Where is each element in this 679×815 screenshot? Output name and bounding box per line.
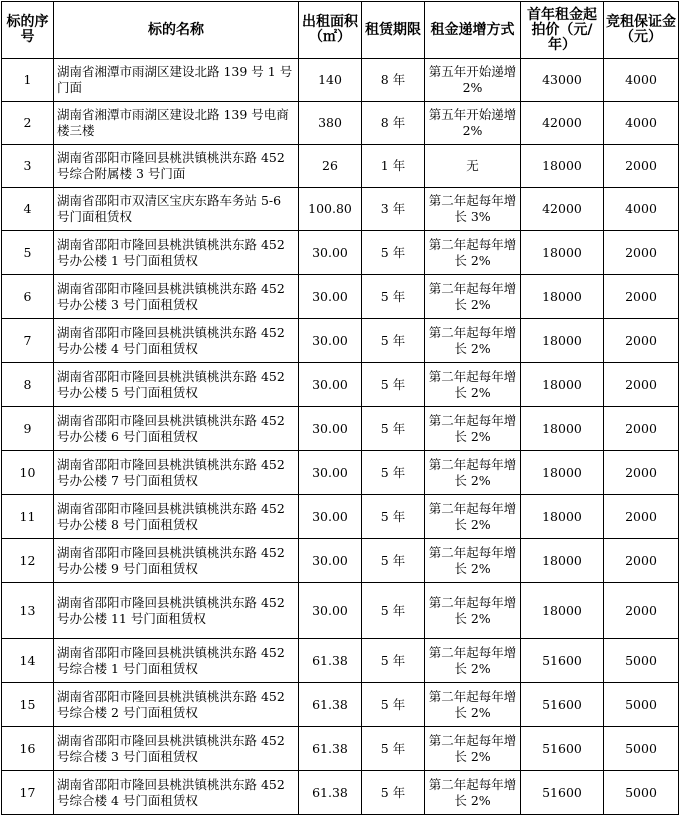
cell-area: 61.38	[299, 771, 362, 815]
table-row	[2, 771, 679, 815]
cell-area: 380	[299, 102, 362, 145]
cell-name: 湖南省邵阳市隆回县桃洪镇桃洪东路 452 号办公楼 4 号门面租赁权	[54, 319, 299, 363]
cell-seq: 5	[2, 231, 54, 275]
cell-mode: 第二年起每年增长 2%	[425, 495, 521, 539]
cell-term: 5 年	[362, 275, 425, 319]
table-row	[2, 583, 679, 639]
cell-term: 5 年	[362, 539, 425, 583]
cell-deposit: 2000	[604, 319, 679, 363]
cell-name: 湖南省湘潭市雨湖区建设北路 139 号电商楼三楼	[54, 102, 299, 145]
cell-term: 5 年	[362, 583, 425, 639]
cell-price: 51600	[521, 683, 604, 727]
cell-seq: 4	[2, 188, 54, 231]
cell-deposit: 2000	[604, 145, 679, 188]
cell-name: 湖南省邵阳市隆回县桃洪镇桃洪东路 452 号综合楼 3 号门面租赁权	[54, 727, 299, 771]
cell-name: 湖南省邵阳市隆回县桃洪镇桃洪东路 452 号办公楼 5 号门面租赁权	[54, 363, 299, 407]
cell-seq: 7	[2, 319, 54, 363]
cell-name: 湖南省湘潭市雨湖区建设北路 139 号 1 号门面	[54, 59, 299, 102]
header-name: 标的名称	[54, 2, 299, 59]
cell-deposit: 2000	[604, 275, 679, 319]
table-row	[2, 59, 679, 102]
cell-mode: 第二年起每年增长 2%	[425, 319, 521, 363]
cell-seq: 3	[2, 145, 54, 188]
cell-mode: 第二年起每年增长 2%	[425, 451, 521, 495]
cell-deposit: 4000	[604, 188, 679, 231]
header-area: 出租面积（㎡）	[299, 2, 362, 59]
cell-name: 湖南省邵阳市隆回县桃洪镇桃洪东路 452 号办公楼 6 号门面租赁权	[54, 407, 299, 451]
cell-deposit: 2000	[604, 363, 679, 407]
cell-seq: 8	[2, 363, 54, 407]
table-row	[2, 363, 679, 407]
cell-seq: 2	[2, 102, 54, 145]
cell-price: 18000	[521, 319, 604, 363]
cell-seq: 1	[2, 59, 54, 102]
cell-area: 140	[299, 59, 362, 102]
cell-price: 18000	[521, 231, 604, 275]
cell-area: 100.80	[299, 188, 362, 231]
cell-price: 42000	[521, 188, 604, 231]
table-row	[2, 102, 679, 145]
cell-deposit: 5000	[604, 727, 679, 771]
table-row	[2, 319, 679, 363]
cell-price: 51600	[521, 639, 604, 683]
header-mode: 租金递增方式	[425, 2, 521, 59]
cell-deposit: 2000	[604, 583, 679, 639]
cell-name: 湖南省邵阳市隆回县桃洪镇桃洪东路 452 号综合楼 2 号门面租赁权	[54, 683, 299, 727]
cell-price: 18000	[521, 583, 604, 639]
lease-items-table	[1, 1, 679, 815]
cell-term: 1 年	[362, 145, 425, 188]
table-row	[2, 539, 679, 583]
cell-name: 湖南省邵阳市隆回县桃洪镇桃洪东路 452 号综合附属楼 3 号门面	[54, 145, 299, 188]
table-row	[2, 231, 679, 275]
cell-deposit: 2000	[604, 451, 679, 495]
cell-seq: 13	[2, 583, 54, 639]
cell-price: 18000	[521, 275, 604, 319]
cell-seq: 12	[2, 539, 54, 583]
cell-deposit: 5000	[604, 683, 679, 727]
cell-term: 5 年	[362, 451, 425, 495]
cell-mode: 第二年起每年增长 2%	[425, 275, 521, 319]
cell-mode: 第二年起每年增长 2%	[425, 727, 521, 771]
cell-area: 30.00	[299, 319, 362, 363]
cell-mode: 第二年起每年增长 3%	[425, 188, 521, 231]
cell-mode: 第二年起每年增长 2%	[425, 771, 521, 815]
cell-deposit: 2000	[604, 231, 679, 275]
cell-mode: 第二年起每年增长 2%	[425, 363, 521, 407]
cell-name: 湖南省邵阳市隆回县桃洪镇桃洪东路 452 号办公楼 7 号门面租赁权	[54, 451, 299, 495]
header-seq: 标的序号	[2, 2, 54, 59]
cell-term: 5 年	[362, 407, 425, 451]
cell-area: 30.00	[299, 451, 362, 495]
cell-price: 18000	[521, 407, 604, 451]
header-price: 首年租金起拍价（元/年）	[521, 2, 604, 59]
cell-name: 湖南省邵阳市隆回县桃洪镇桃洪东路 452 号办公楼 9 号门面租赁权	[54, 539, 299, 583]
cell-term: 5 年	[362, 495, 425, 539]
header-deposit: 竞租保证金（元）	[604, 2, 679, 59]
cell-seq: 15	[2, 683, 54, 727]
header-term: 租赁期限	[362, 2, 425, 59]
table-row	[2, 188, 679, 231]
cell-term: 5 年	[362, 639, 425, 683]
cell-area: 30.00	[299, 495, 362, 539]
cell-deposit: 2000	[604, 407, 679, 451]
cell-seq: 9	[2, 407, 54, 451]
cell-deposit: 2000	[604, 539, 679, 583]
cell-seq: 14	[2, 639, 54, 683]
cell-price: 42000	[521, 102, 604, 145]
cell-area: 30.00	[299, 583, 362, 639]
table-row	[2, 275, 679, 319]
cell-mode: 第二年起每年增长 2%	[425, 583, 521, 639]
cell-name: 湖南省邵阳市隆回县桃洪镇桃洪东路 452 号办公楼 11 号门面租赁权	[54, 583, 299, 639]
cell-deposit: 5000	[604, 771, 679, 815]
cell-name: 湖南省邵阳市隆回县桃洪镇桃洪东路 452 号综合楼 1 号门面租赁权	[54, 639, 299, 683]
cell-term: 3 年	[362, 188, 425, 231]
cell-mode: 第二年起每年增长 2%	[425, 407, 521, 451]
cell-term: 5 年	[362, 363, 425, 407]
cell-area: 61.38	[299, 639, 362, 683]
cell-term: 5 年	[362, 231, 425, 275]
cell-price: 18000	[521, 495, 604, 539]
cell-price: 18000	[521, 451, 604, 495]
cell-price: 43000	[521, 59, 604, 102]
cell-term: 5 年	[362, 771, 425, 815]
table-row	[2, 407, 679, 451]
cell-mode: 第二年起每年增长 2%	[425, 639, 521, 683]
cell-area: 61.38	[299, 683, 362, 727]
cell-name: 湖南省邵阳市隆回县桃洪镇桃洪东路 452 号综合楼 4 号门面租赁权	[54, 771, 299, 815]
cell-area: 61.38	[299, 727, 362, 771]
table-row	[2, 451, 679, 495]
cell-mode: 第二年起每年增长 2%	[425, 539, 521, 583]
cell-mode: 第二年起每年增长 2%	[425, 683, 521, 727]
table-row	[2, 639, 679, 683]
cell-name: 湖南省邵阳市双清区宝庆东路车务站 5-6 号门面租赁权	[54, 188, 299, 231]
cell-mode: 第五年开始递增 2%	[425, 102, 521, 145]
cell-term: 8 年	[362, 59, 425, 102]
cell-price: 51600	[521, 727, 604, 771]
cell-mode: 第五年开始递增 2%	[425, 59, 521, 102]
cell-mode: 第二年起每年增长 2%	[425, 231, 521, 275]
cell-area: 30.00	[299, 231, 362, 275]
cell-price: 18000	[521, 363, 604, 407]
table-row	[2, 495, 679, 539]
cell-term: 8 年	[362, 102, 425, 145]
cell-deposit: 5000	[604, 639, 679, 683]
cell-area: 30.00	[299, 275, 362, 319]
table-row	[2, 145, 679, 188]
cell-term: 5 年	[362, 319, 425, 363]
cell-deposit: 4000	[604, 102, 679, 145]
table-row	[2, 727, 679, 771]
cell-seq: 17	[2, 771, 54, 815]
header-row	[2, 2, 679, 59]
cell-deposit: 4000	[604, 59, 679, 102]
cell-price: 18000	[521, 145, 604, 188]
cell-seq: 6	[2, 275, 54, 319]
cell-deposit: 2000	[604, 495, 679, 539]
cell-seq: 16	[2, 727, 54, 771]
cell-area: 30.00	[299, 539, 362, 583]
cell-term: 5 年	[362, 727, 425, 771]
cell-seq: 11	[2, 495, 54, 539]
cell-name: 湖南省邵阳市隆回县桃洪镇桃洪东路 452 号办公楼 3 号门面租赁权	[54, 275, 299, 319]
cell-area: 30.00	[299, 363, 362, 407]
table-row	[2, 683, 679, 727]
cell-area: 26	[299, 145, 362, 188]
cell-mode: 无	[425, 145, 521, 188]
cell-price: 51600	[521, 771, 604, 815]
cell-seq: 10	[2, 451, 54, 495]
cell-area: 30.00	[299, 407, 362, 451]
cell-name: 湖南省邵阳市隆回县桃洪镇桃洪东路 452 号办公楼 1 号门面租赁权	[54, 231, 299, 275]
cell-term: 5 年	[362, 683, 425, 727]
cell-name: 湖南省邵阳市隆回县桃洪镇桃洪东路 452 号办公楼 8 号门面租赁权	[54, 495, 299, 539]
cell-price: 18000	[521, 539, 604, 583]
